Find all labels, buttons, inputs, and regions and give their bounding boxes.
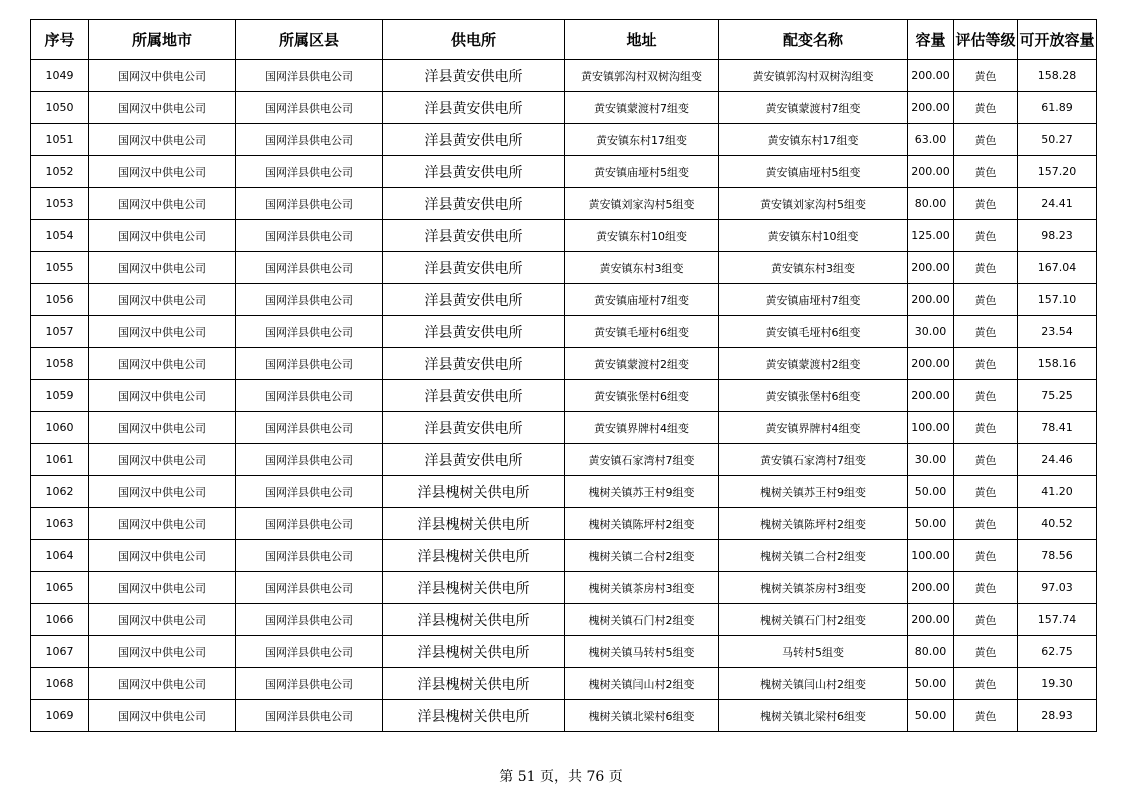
index-cell: 1066 xyxy=(31,604,89,636)
county-cell: 国网洋县供电公司 xyxy=(236,700,383,732)
open-capacity-cell: 23.54 xyxy=(1018,316,1097,348)
county-cell: 国网洋县供电公司 xyxy=(236,188,383,220)
rating-cell: 黄色 xyxy=(954,476,1018,508)
open-capacity-cell: 28.93 xyxy=(1018,700,1097,732)
capacity-cell: 50.00 xyxy=(908,476,954,508)
table-row xyxy=(31,60,1097,92)
index-cell: 1069 xyxy=(31,700,89,732)
address-cell: 黄安镇刘家沟村5组变 xyxy=(565,188,719,220)
station-cell: 洋县黄安供电所 xyxy=(383,316,565,348)
city-cell: 国网汉中供电公司 xyxy=(89,444,236,476)
capacity-cell: 50.00 xyxy=(908,508,954,540)
open-capacity-cell: 24.41 xyxy=(1018,188,1097,220)
county-cell: 国网洋县供电公司 xyxy=(236,348,383,380)
address-cell: 黄安镇郭沟村双树沟组变 xyxy=(565,60,719,92)
rating-cell: 黄色 xyxy=(954,700,1018,732)
capacity-cell: 100.00 xyxy=(908,540,954,572)
rating-cell: 黄色 xyxy=(954,60,1018,92)
county-cell: 国网洋县供电公司 xyxy=(236,92,383,124)
rating-cell: 黄色 xyxy=(954,604,1018,636)
transformer-name-cell: 黄安镇蒙渡村2组变 xyxy=(719,348,908,380)
county-cell: 国网洋县供电公司 xyxy=(236,508,383,540)
index-cell: 1065 xyxy=(31,572,89,604)
col-header-open-capacity: 可开放容量 xyxy=(1018,20,1097,60)
address-cell: 黄安镇东村3组变 xyxy=(565,252,719,284)
station-cell: 洋县槐树关供电所 xyxy=(383,572,565,604)
address-cell: 槐树关镇苏王村9组变 xyxy=(565,476,719,508)
station-cell: 洋县黄安供电所 xyxy=(383,188,565,220)
capacity-cell: 50.00 xyxy=(908,668,954,700)
table-row xyxy=(31,700,1097,732)
city-cell: 国网汉中供电公司 xyxy=(89,252,236,284)
table-body xyxy=(31,60,1097,732)
capacity-cell: 100.00 xyxy=(908,412,954,444)
county-cell: 国网洋县供电公司 xyxy=(236,476,383,508)
station-cell: 洋县黄安供电所 xyxy=(383,220,565,252)
city-cell: 国网汉中供电公司 xyxy=(89,380,236,412)
transformer-name-cell: 槐树关镇苏王村9组变 xyxy=(719,476,908,508)
city-cell: 国网汉中供电公司 xyxy=(89,604,236,636)
transformer-name-cell: 黄安镇东村10组变 xyxy=(719,220,908,252)
address-cell: 黄安镇蒙渡村7组变 xyxy=(565,92,719,124)
rating-cell: 黄色 xyxy=(954,316,1018,348)
capacity-cell: 200.00 xyxy=(908,284,954,316)
table-row xyxy=(31,284,1097,316)
rating-cell: 黄色 xyxy=(954,572,1018,604)
transformer-name-cell: 黄安镇刘家沟村5组变 xyxy=(719,188,908,220)
header-row xyxy=(31,20,1097,60)
rating-cell: 黄色 xyxy=(954,636,1018,668)
capacity-cell: 200.00 xyxy=(908,572,954,604)
station-cell: 洋县槐树关供电所 xyxy=(383,668,565,700)
table-row xyxy=(31,412,1097,444)
capacity-cell: 200.00 xyxy=(908,348,954,380)
index-cell: 1055 xyxy=(31,252,89,284)
address-cell: 槐树关镇马转村5组变 xyxy=(565,636,719,668)
col-header-rating: 评估等级 xyxy=(954,20,1018,60)
open-capacity-cell: 24.46 xyxy=(1018,444,1097,476)
county-cell: 国网洋县供电公司 xyxy=(236,156,383,188)
open-capacity-cell: 50.27 xyxy=(1018,124,1097,156)
county-cell: 国网洋县供电公司 xyxy=(236,60,383,92)
address-cell: 槐树关镇茶房村3组变 xyxy=(565,572,719,604)
open-capacity-cell: 157.20 xyxy=(1018,156,1097,188)
city-cell: 国网汉中供电公司 xyxy=(89,284,236,316)
col-header-transformer-name: 配变名称 xyxy=(719,20,908,60)
capacity-cell: 30.00 xyxy=(908,444,954,476)
table-row xyxy=(31,220,1097,252)
table-row xyxy=(31,252,1097,284)
city-cell: 国网汉中供电公司 xyxy=(89,668,236,700)
capacity-cell: 200.00 xyxy=(908,92,954,124)
city-cell: 国网汉中供电公司 xyxy=(89,60,236,92)
station-cell: 洋县槐树关供电所 xyxy=(383,604,565,636)
table-row xyxy=(31,444,1097,476)
city-cell: 国网汉中供电公司 xyxy=(89,316,236,348)
capacity-cell: 200.00 xyxy=(908,60,954,92)
index-cell: 1067 xyxy=(31,636,89,668)
address-cell: 黄安镇庙垭村5组变 xyxy=(565,156,719,188)
transformer-name-cell: 槐树关镇闫山村2组变 xyxy=(719,668,908,700)
open-capacity-cell: 62.75 xyxy=(1018,636,1097,668)
rating-cell: 黄色 xyxy=(954,156,1018,188)
index-cell: 1050 xyxy=(31,92,89,124)
transformer-name-cell: 槐树关镇二合村2组变 xyxy=(719,540,908,572)
index-cell: 1051 xyxy=(31,124,89,156)
station-cell: 洋县黄安供电所 xyxy=(383,284,565,316)
transformer-name-cell: 黄安镇东村17组变 xyxy=(719,124,908,156)
open-capacity-cell: 98.23 xyxy=(1018,220,1097,252)
index-cell: 1064 xyxy=(31,540,89,572)
transformer-name-cell: 黄安镇东村3组变 xyxy=(719,252,908,284)
capacity-cell: 200.00 xyxy=(908,252,954,284)
transformer-name-cell: 槐树关镇陈坪村2组变 xyxy=(719,508,908,540)
table-row xyxy=(31,540,1097,572)
transformer-name-cell: 槐树关镇茶房村3组变 xyxy=(719,572,908,604)
capacity-cell: 200.00 xyxy=(908,380,954,412)
col-header-county: 所属区县 xyxy=(236,20,383,60)
capacity-table xyxy=(30,19,1097,732)
station-cell: 洋县黄安供电所 xyxy=(383,92,565,124)
county-cell: 国网洋县供电公司 xyxy=(236,316,383,348)
address-cell: 黄安镇石家湾村7组变 xyxy=(565,444,719,476)
open-capacity-cell: 78.41 xyxy=(1018,412,1097,444)
station-cell: 洋县槐树关供电所 xyxy=(383,636,565,668)
address-cell: 槐树关镇陈坪村2组变 xyxy=(565,508,719,540)
col-header-address: 地址 xyxy=(565,20,719,60)
open-capacity-cell: 61.89 xyxy=(1018,92,1097,124)
open-capacity-cell: 19.30 xyxy=(1018,668,1097,700)
open-capacity-cell: 75.25 xyxy=(1018,380,1097,412)
city-cell: 国网汉中供电公司 xyxy=(89,348,236,380)
table-row xyxy=(31,604,1097,636)
open-capacity-cell: 157.10 xyxy=(1018,284,1097,316)
index-cell: 1068 xyxy=(31,668,89,700)
city-cell: 国网汉中供电公司 xyxy=(89,412,236,444)
table-row xyxy=(31,476,1097,508)
capacity-cell: 80.00 xyxy=(908,188,954,220)
county-cell: 国网洋县供电公司 xyxy=(236,668,383,700)
table-row xyxy=(31,380,1097,412)
address-cell: 黄安镇毛垭村6组变 xyxy=(565,316,719,348)
city-cell: 国网汉中供电公司 xyxy=(89,476,236,508)
station-cell: 洋县黄安供电所 xyxy=(383,380,565,412)
capacity-cell: 50.00 xyxy=(908,700,954,732)
open-capacity-cell: 157.74 xyxy=(1018,604,1097,636)
transformer-name-cell: 马转村5组变 xyxy=(719,636,908,668)
station-cell: 洋县黄安供电所 xyxy=(383,444,565,476)
address-cell: 黄安镇界牌村4组变 xyxy=(565,412,719,444)
col-header-city: 所属地市 xyxy=(89,20,236,60)
open-capacity-cell: 78.56 xyxy=(1018,540,1097,572)
county-cell: 国网洋县供电公司 xyxy=(236,444,383,476)
rating-cell: 黄色 xyxy=(954,540,1018,572)
rating-cell: 黄色 xyxy=(954,412,1018,444)
city-cell: 国网汉中供电公司 xyxy=(89,508,236,540)
rating-cell: 黄色 xyxy=(954,348,1018,380)
transformer-name-cell: 黄安镇蒙渡村7组变 xyxy=(719,92,908,124)
col-header-capacity: 容量 xyxy=(908,20,954,60)
open-capacity-cell: 158.28 xyxy=(1018,60,1097,92)
rating-cell: 黄色 xyxy=(954,444,1018,476)
city-cell: 国网汉中供电公司 xyxy=(89,572,236,604)
index-cell: 1059 xyxy=(31,380,89,412)
county-cell: 国网洋县供电公司 xyxy=(236,540,383,572)
capacity-cell: 30.00 xyxy=(908,316,954,348)
table-row xyxy=(31,188,1097,220)
station-cell: 洋县黄安供电所 xyxy=(383,156,565,188)
city-cell: 国网汉中供电公司 xyxy=(89,92,236,124)
station-cell: 洋县黄安供电所 xyxy=(383,412,565,444)
page-footer: 第 51 页，共 76 页 xyxy=(499,769,623,785)
county-cell: 国网洋县供电公司 xyxy=(236,124,383,156)
address-cell: 槐树关镇二合村2组变 xyxy=(565,540,719,572)
transformer-name-cell: 黄安镇张堡村6组变 xyxy=(719,380,908,412)
index-cell: 1061 xyxy=(31,444,89,476)
index-cell: 1054 xyxy=(31,220,89,252)
capacity-cell: 63.00 xyxy=(908,124,954,156)
county-cell: 国网洋县供电公司 xyxy=(236,252,383,284)
city-cell: 国网汉中供电公司 xyxy=(89,124,236,156)
city-cell: 国网汉中供电公司 xyxy=(89,700,236,732)
capacity-cell: 200.00 xyxy=(908,604,954,636)
address-cell: 黄安镇东村17组变 xyxy=(565,124,719,156)
county-cell: 国网洋县供电公司 xyxy=(236,572,383,604)
rating-cell: 黄色 xyxy=(954,252,1018,284)
city-cell: 国网汉中供电公司 xyxy=(89,156,236,188)
transformer-name-cell: 黄安镇石家湾村7组变 xyxy=(719,444,908,476)
county-cell: 国网洋县供电公司 xyxy=(236,284,383,316)
table-row xyxy=(31,668,1097,700)
city-cell: 国网汉中供电公司 xyxy=(89,220,236,252)
open-capacity-cell: 158.16 xyxy=(1018,348,1097,380)
table-row xyxy=(31,124,1097,156)
capacity-cell: 125.00 xyxy=(908,220,954,252)
rating-cell: 黄色 xyxy=(954,284,1018,316)
table-row xyxy=(31,348,1097,380)
index-cell: 1063 xyxy=(31,508,89,540)
index-cell: 1056 xyxy=(31,284,89,316)
table-row xyxy=(31,636,1097,668)
transformer-name-cell: 槐树关镇石门村2组变 xyxy=(719,604,908,636)
address-cell: 槐树关镇石门村2组变 xyxy=(565,604,719,636)
station-cell: 洋县槐树关供电所 xyxy=(383,476,565,508)
col-header-index: 序号 xyxy=(31,20,89,60)
rating-cell: 黄色 xyxy=(954,188,1018,220)
county-cell: 国网洋县供电公司 xyxy=(236,380,383,412)
station-cell: 洋县槐树关供电所 xyxy=(383,508,565,540)
rating-cell: 黄色 xyxy=(954,668,1018,700)
station-cell: 洋县黄安供电所 xyxy=(383,124,565,156)
address-cell: 槐树关镇北梁村6组变 xyxy=(565,700,719,732)
rating-cell: 黄色 xyxy=(954,124,1018,156)
transformer-name-cell: 黄安镇界牌村4组变 xyxy=(719,412,908,444)
index-cell: 1060 xyxy=(31,412,89,444)
transformer-name-cell: 黄安镇庙垭村7组变 xyxy=(719,284,908,316)
transformer-name-cell: 黄安镇庙垭村5组变 xyxy=(719,156,908,188)
open-capacity-cell: 167.04 xyxy=(1018,252,1097,284)
station-cell: 洋县黄安供电所 xyxy=(383,348,565,380)
table-row xyxy=(31,156,1097,188)
city-cell: 国网汉中供电公司 xyxy=(89,188,236,220)
open-capacity-cell: 97.03 xyxy=(1018,572,1097,604)
index-cell: 1049 xyxy=(31,60,89,92)
station-cell: 洋县槐树关供电所 xyxy=(383,700,565,732)
address-cell: 黄安镇张堡村6组变 xyxy=(565,380,719,412)
county-cell: 国网洋县供电公司 xyxy=(236,220,383,252)
county-cell: 国网洋县供电公司 xyxy=(236,412,383,444)
open-capacity-cell: 41.20 xyxy=(1018,476,1097,508)
rating-cell: 黄色 xyxy=(954,220,1018,252)
transformer-name-cell: 黄安镇毛垭村6组变 xyxy=(719,316,908,348)
col-header-station: 供电所 xyxy=(383,20,565,60)
table-row xyxy=(31,92,1097,124)
city-cell: 国网汉中供电公司 xyxy=(89,540,236,572)
rating-cell: 黄色 xyxy=(954,508,1018,540)
open-capacity-cell: 40.52 xyxy=(1018,508,1097,540)
address-cell: 黄安镇庙垭村7组变 xyxy=(565,284,719,316)
station-cell: 洋县槐树关供电所 xyxy=(383,540,565,572)
capacity-cell: 200.00 xyxy=(908,156,954,188)
city-cell: 国网汉中供电公司 xyxy=(89,636,236,668)
table-row xyxy=(31,572,1097,604)
rating-cell: 黄色 xyxy=(954,92,1018,124)
capacity-cell: 80.00 xyxy=(908,636,954,668)
index-cell: 1062 xyxy=(31,476,89,508)
address-cell: 槐树关镇闫山村2组变 xyxy=(565,668,719,700)
transformer-name-cell: 槐树关镇北梁村6组变 xyxy=(719,700,908,732)
table-row xyxy=(31,316,1097,348)
address-cell: 黄安镇蒙渡村2组变 xyxy=(565,348,719,380)
table-row xyxy=(31,508,1097,540)
county-cell: 国网洋县供电公司 xyxy=(236,636,383,668)
transformer-name-cell: 黄安镇郭沟村双树沟组变 xyxy=(719,60,908,92)
address-cell: 黄安镇东村10组变 xyxy=(565,220,719,252)
index-cell: 1052 xyxy=(31,156,89,188)
index-cell: 1058 xyxy=(31,348,89,380)
rating-cell: 黄色 xyxy=(954,380,1018,412)
station-cell: 洋县黄安供电所 xyxy=(383,60,565,92)
station-cell: 洋县黄安供电所 xyxy=(383,252,565,284)
index-cell: 1057 xyxy=(31,316,89,348)
county-cell: 国网洋县供电公司 xyxy=(236,604,383,636)
index-cell: 1053 xyxy=(31,188,89,220)
